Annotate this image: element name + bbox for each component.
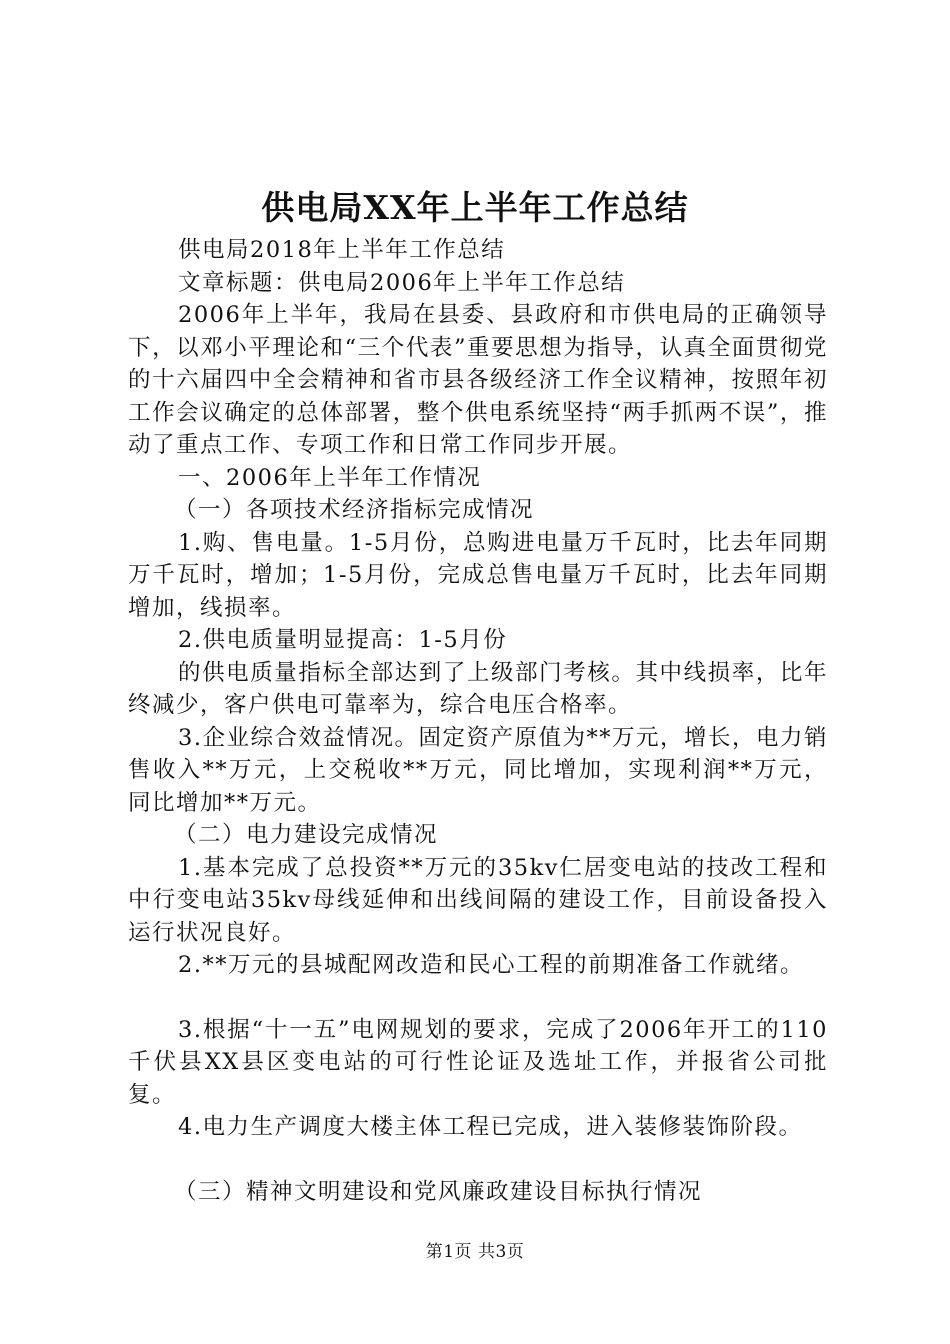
paragraph-construction-4: 4.电力生产调度大楼主体工程已完成，进入装修装饰阶段。 (178, 1114, 803, 1140)
page-footer: 第1页 共3页 (425, 1242, 525, 1262)
section-heading-1: 一、2006年上半年工作情况 (178, 464, 482, 491)
blank-line (128, 1144, 828, 1176)
paragraph-construction-3: 3.根据“十一五”电网规划的要求，完成了2006年开工的110千伏县XX县区变电站的可行性论证及选址工作，并报省公司批复。 (128, 1016, 828, 1108)
subsection-heading-3: （三）精神文明建设和党风廉政建设目标执行情况 (174, 1178, 703, 1205)
paragraph-item-2: 2.供电质量明显提高：1-5月份 (178, 627, 508, 653)
paragraph-heading-repeat: 供电局2018年上半年工作总结 (178, 237, 506, 263)
paragraph-item-2-cont: 的供电质量指标全部达到了上级部门考核。其中线损率，比年终减少，客户供电可靠率为，综合电压合格率。 (128, 659, 828, 718)
paragraph-construction-1: 1.基本完成了总投资**万元的35kv仁居变电站的技改工程和中行变电站35kv母线延伸和出线间隔的建设工作，目前设备投入运行状况良好。 (128, 854, 828, 946)
paragraph-article-title: 文章标题：供电局2006年上半年工作总结 (178, 269, 626, 296)
paragraph-construction-2: 2.**万元的县城配网改造和民心工程的前期准备工作就绪。 (178, 952, 804, 978)
paragraph-item-1: 1.购、售电量。1-5月份，总购进电量万千瓦时，比去年同期万千瓦时，增加；1-5月份，完成总售电量万千瓦时，比去年同期增加，线损率。 (128, 529, 828, 621)
subsection-heading-1: （一）各项技术经济指标完成情况 (174, 497, 535, 523)
paragraph-item-3: 3.企业综合效益情况。固定资产原值为**万元，增长，电力销售收入**万元，上交税收**万元，同比增加，实现利润**万元，同比增加**万元。 (128, 724, 828, 816)
paragraph-intro: 2006年上半年，我局在县委、县政府和市供电局的正确领导下，以邓小平理论和“三个代表”重要思想为指导，认真全面贯彻党的十六届四中全会精神和省市县各级经济工作全议精神，按照年初工作会议确定的总体部署，整个供电系统坚持“两手抓两不误”，推动了重点工作、专项工作和日常工作同步开展。 (128, 302, 828, 458)
document-title: 供电局XX年上半年工作总结 (261, 188, 689, 227)
blank-line (128, 982, 828, 1014)
document-body (128, 234, 828, 1208)
subsection-heading-2: （二）电力建设完成情况 (174, 822, 439, 848)
